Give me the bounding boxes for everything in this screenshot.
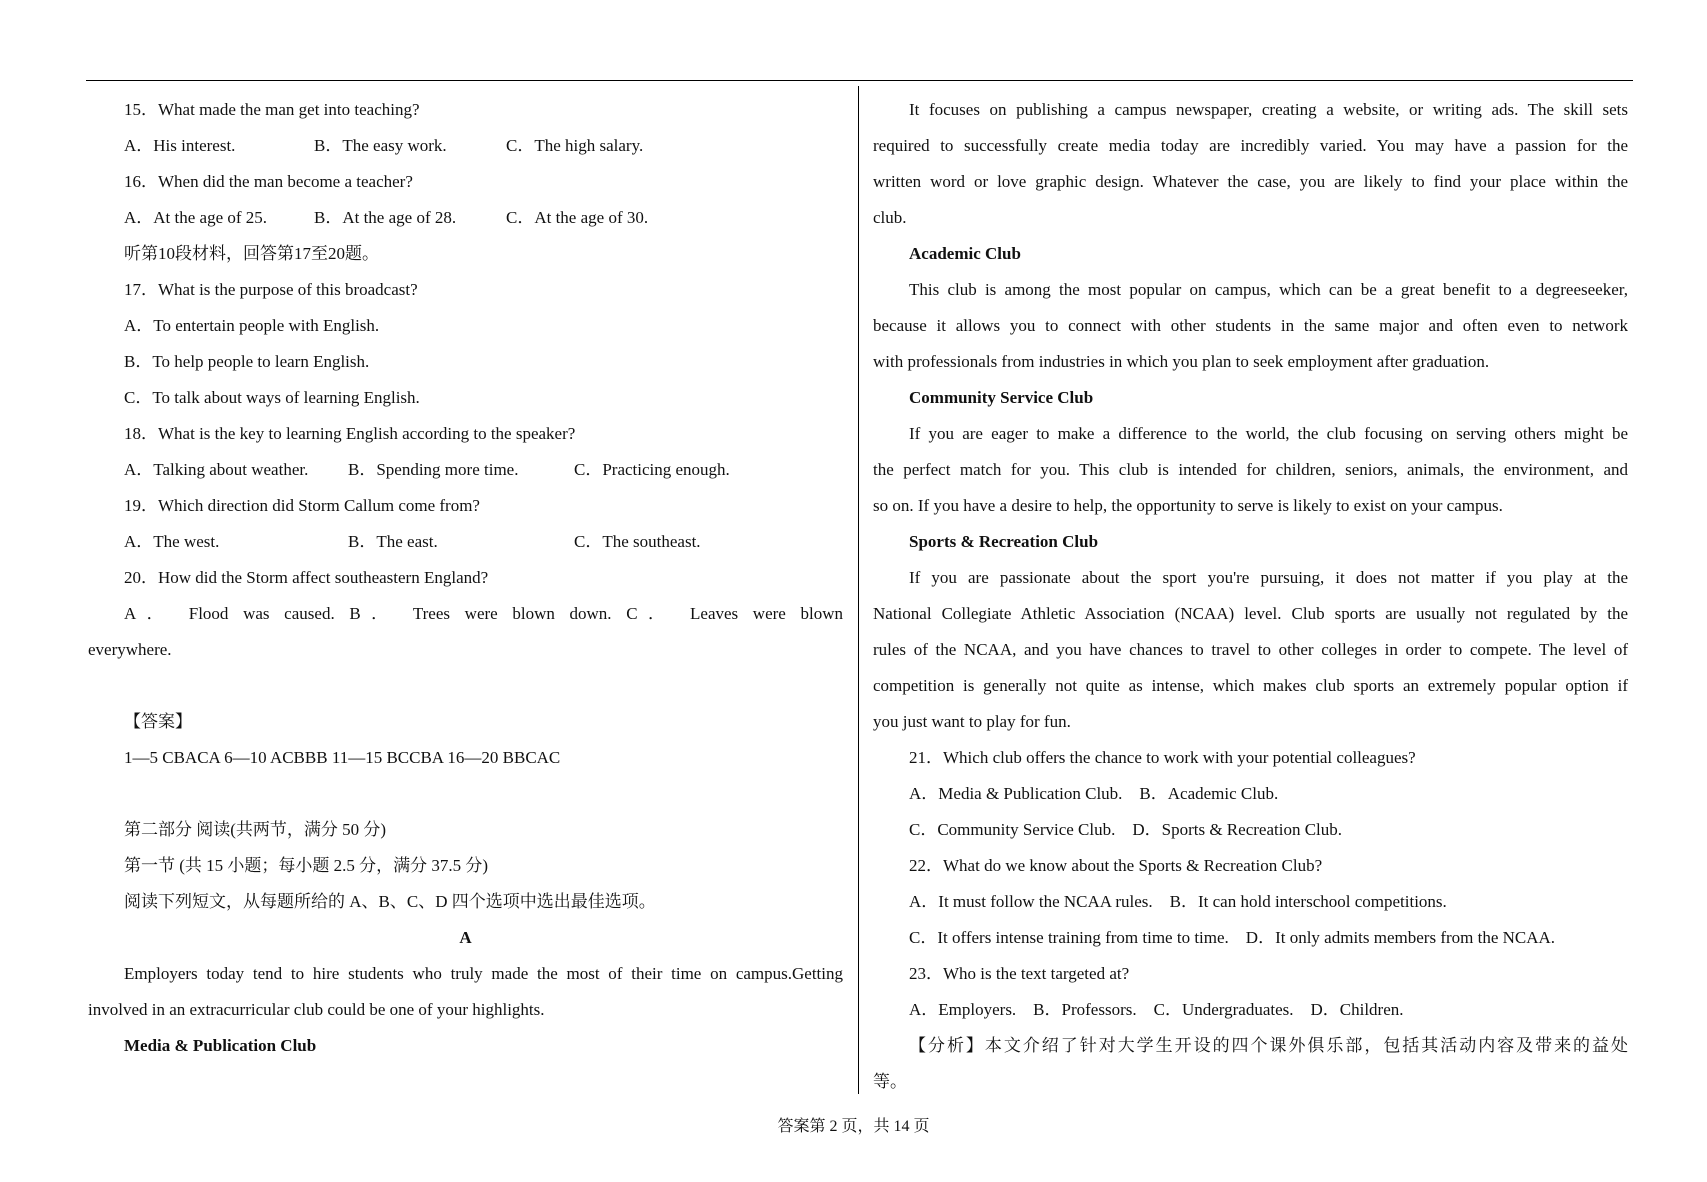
section-1-heading: 第一节 (共 15 小题；每小题 2.5 分，满分 37.5 分) [124, 856, 489, 875]
question-15: 15．What made the man get into teaching? [124, 100, 420, 119]
column-divider [858, 86, 859, 1094]
club-title-media: Media & Publication Club [124, 1036, 317, 1055]
question-18-options [88, 452, 843, 488]
question-18: 18．What is the key to learning English according to the speaker? [124, 424, 576, 443]
paragraph-community-line: the perfect match for you. This club is intended for children, seniors, animals, the environment, and [873, 460, 1628, 479]
option-a: A．Talking about weather. [124, 460, 309, 479]
option-b: B．At the age of 28. [314, 208, 457, 227]
page-footer: 答案第 2 页，共 14 页 [777, 1118, 930, 1135]
passage-intro-cont: involved in an extracurricular club could be one of your highlights. [88, 1000, 545, 1019]
option-a: A．The west. [124, 532, 220, 551]
top-rule [86, 80, 1633, 81]
option-a: A．His interest. [124, 136, 236, 155]
paragraph-media-line: required to successfully create media today are incredibly varied. You may have a passion for the [873, 136, 1628, 155]
option-b: B．Spending more time. [348, 460, 519, 479]
paragraph-academic-line: with professionals from industries in which you plan to seek employment after graduation. [873, 352, 1490, 371]
question-17-option-a: A．To entertain people with English. [124, 316, 380, 335]
paragraph-community: If you are eager to make a difference to the world, the club focusing on serving others might be [909, 424, 1628, 443]
option-c: C．The southeast. [574, 532, 701, 551]
club-title-sports: Sports & Recreation Club [909, 532, 1099, 551]
part-2-heading: 第二部分 阅读(共两节，满分 50 分) [124, 820, 387, 839]
section-10-instruction: 听第10段材料，回答第17至20题。 [124, 244, 379, 263]
question-17-option-c: C．To talk about ways of learning English. [124, 388, 420, 407]
passage-intro: Employers today tend to hire students who truly made the most of their time on campus.Getting [124, 964, 843, 983]
question-16-options [88, 200, 843, 236]
question-16: 16．When did the man become a teacher? [124, 172, 413, 191]
paragraph-sports-line: rules of the NCAA, and you have chances to travel to other colleges in order to compete. The level of [873, 640, 1628, 659]
question-20: 20．How did the Storm affect southeastern England? [124, 568, 489, 587]
paragraph-academic-line: because it allows you to connect with other students in the same major and often even to network [873, 316, 1628, 335]
question-21-options-cd: C．Community Service Club. D．Sports & Recreation Club. [909, 820, 1343, 839]
option-a: A．At the age of 25. [124, 208, 268, 227]
question-17: 17．What is the purpose of this broadcast? [124, 280, 418, 299]
paragraph-sports-line: competition is generally not quite as intense, which makes club sports an extremely popular option if [873, 676, 1628, 695]
option-c: C．Practicing enough. [574, 460, 730, 479]
question-19: 19．Which direction did Storm Callum come from? [124, 496, 480, 515]
paragraph-media-line: written word or love graphic design. Whatever the case, you are likely to find your place within the [873, 172, 1628, 191]
question-20-options: A． Flood was caused. B． Trees were blown down. C． Leaves were blown [124, 604, 843, 623]
question-15-options [88, 128, 843, 164]
option-b: B．The easy work. [314, 136, 447, 155]
question-23: 23．Who is the text targeted at? [909, 964, 1130, 983]
right-column [873, 92, 1628, 1100]
question-21: 21．Which club offers the chance to work with your potential colleagues? [909, 748, 1416, 767]
question-20-options-cont: everywhere. [88, 640, 172, 659]
option-c: C．At the age of 30. [506, 208, 649, 227]
answer-heading: 【答案】 [124, 712, 192, 731]
left-column [88, 92, 843, 1064]
analysis-cont: 等。 [873, 1072, 907, 1091]
paragraph-media-line: club. [873, 208, 907, 227]
question-22: 22．What do we know about the Sports & Recreation Club? [909, 856, 1323, 875]
analysis: 【分析】本文介绍了针对大学生开设的四个课外俱乐部，包括其活动内容及带来的益处 [909, 1036, 1628, 1055]
paragraph-sports: If you are passionate about the sport you're pursuing, it does not matter if you play at the [909, 568, 1628, 587]
answer-key: 1—5 CBACA 6—10 ACBBB 11—15 BCCBA 16—20 BBCAC [124, 748, 561, 767]
question-23-options: A．Employers. B．Professors. C．Undergraduates. D．Children. [909, 1000, 1404, 1019]
paragraph-academic: This club is among the most popular on campus, which can be a great benefit to a degreeseeker, [909, 280, 1628, 299]
paragraph-sports-line: National Collegiate Athletic Association (NCAA) level. Club sports are usually not regulated by the [873, 604, 1628, 623]
question-21-options-ab: A．Media & Publication Club. B．Academic Club. [909, 784, 1279, 803]
question-22-options-cd: C．It offers intense training from time to time. D．It only admits members from the NCAA. [909, 928, 1556, 947]
option-c: C．The high salary. [506, 136, 644, 155]
paragraph-community-line: so on. If you have a desire to help, the opportunity to serve is likely to exist on your campus. [873, 496, 1503, 515]
option-b: B．The east. [348, 532, 438, 551]
question-17-option-b: B．To help people to learn English. [124, 352, 370, 371]
paragraph-sports-line: you just want to play for fun. [873, 712, 1071, 731]
passage-label: A [459, 928, 472, 947]
paragraph-media: It focuses on publishing a campus newspaper, creating a website, or writing ads. The skill sets [909, 100, 1628, 119]
question-19-options [88, 524, 843, 560]
club-title-community: Community Service Club [909, 388, 1094, 407]
club-title-academic: Academic Club [909, 244, 1021, 263]
reading-instruction: 阅读下列短文，从每题所给的 A、B、C、D 四个选项中选出最佳选项。 [124, 892, 656, 911]
question-22-options-ab: A．It must follow the NCAA rules. B．It can hold interschool competitions. [909, 892, 1447, 911]
